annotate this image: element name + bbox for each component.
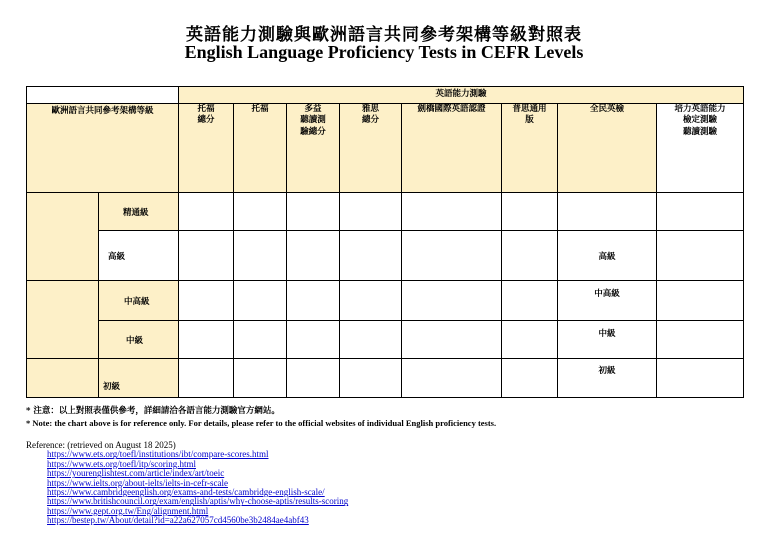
column-header-bestep: 培力英語能力 檢定測驗 聽讀測驗 [657,104,744,193]
level-label-proficient: 精通級 [99,193,179,231]
cefr-band-b [27,281,99,359]
column-header-gept: 全民英檢 [558,104,657,193]
table-row [27,281,744,321]
column-header-ielts: 雅思 總分 [340,104,402,193]
reference-link-gept[interactable]: https://www.gept.org.tw/Eng/alignment.html [47,505,209,516]
gept-value-intermediate: 中級 [558,321,657,359]
gept-value-elementary: 初級 [558,359,657,398]
cefr-comparison-table [26,86,744,398]
reference-link-aptis[interactable]: https://www.britishcouncil.org/exam/english/aptis/why-choose-aptis/results-scoring [47,496,349,507]
column-header-toefl-ibt: 托福 總分 [179,104,234,193]
level-label-elementary: 初級 [99,359,179,398]
reference-link-toeic[interactable]: https://yourenglishtest.com/article/index/art/toeic [47,468,225,479]
column-header-cambridge: 劍橋國際英語認證 [402,104,502,193]
note-english: * Note: the chart above is for reference only. For details, please refer to the official websites of individual English proficiency tests. [26,418,497,428]
page-title-english: English Language Proficiency Tests in CEFR Levels [184,42,584,62]
cefr-band-a [27,359,99,398]
corner-cell [27,87,179,104]
gept-value-high-intermediate: 中高級 [558,281,657,321]
reference-link-toefl-itp[interactable]: https://www.ets.org/toefl/itp/scoring.html [47,458,196,469]
table-row [27,193,744,231]
column-header-toeic: 多益 聽讀測 驗總分 [287,104,340,193]
reference-section [26,441,348,526]
level-label-advanced: 高級 [99,231,179,281]
table-row [27,321,744,359]
level-label-intermediate: 中級 [99,321,179,359]
level-label-high-intermediate: 中高級 [99,281,179,321]
column-header-toefl-itp: 托福 [234,104,287,193]
reference-link-bestep[interactable]: https://bestep.tw/About/detail?id=a22a627057cd4560be3b2484ae4abf43 [47,515,309,526]
reference-label: Reference: (retrieved on August 18 2025) [26,440,176,450]
group-header: 英語能力測驗 [179,87,744,104]
page-title-chinese: 英語能力測驗與歐洲語言共同參考架構等級對照表 [186,25,582,45]
reference-link-toefl-ibt[interactable]: https://www.ets.org/toefl/institutions/ibt/compare-scores.html [47,449,269,460]
table-row [27,359,744,398]
note-chinese: * 注意：以上對照表僅供參考，詳細請洽各語言能力測驗官方網站。 [26,406,280,416]
notes [26,405,496,429]
cefr-band-c [27,193,99,281]
cefr-level-header: 歐洲語言共同參考架構等級 [27,104,179,193]
gept-value-advanced: 高級 [558,231,657,281]
reference-link-ielts[interactable]: https://www.ielts.org/about-ielts/ielts-in-cefr-scale [47,477,229,488]
table-row [27,231,744,281]
reference-link-cambridge[interactable]: https://www.cambridgeenglish.org/exams-and-tests/cambridge-english-scale/ [47,487,325,498]
column-header-aptis: 普思通用 版 [502,104,558,193]
